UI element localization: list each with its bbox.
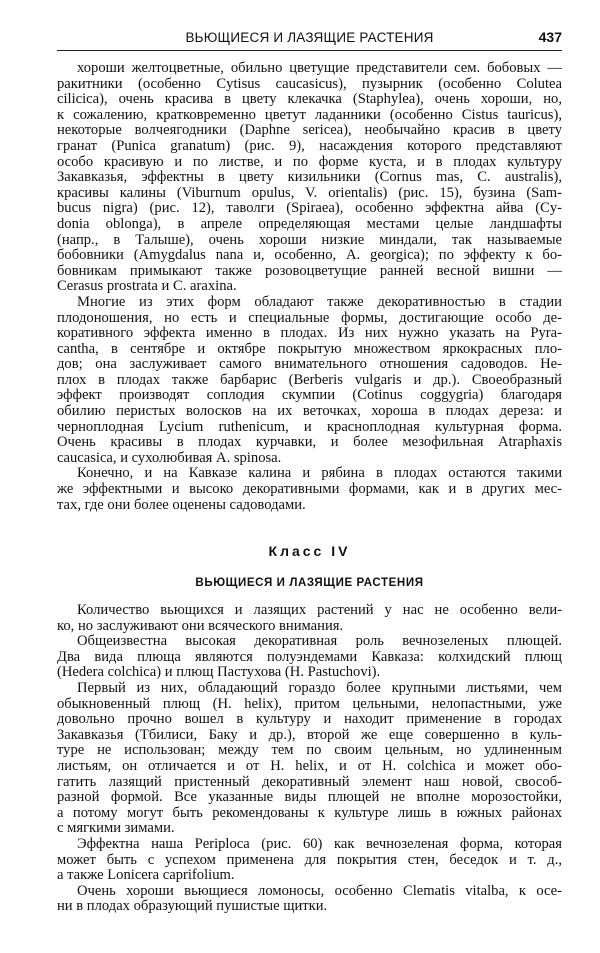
text-line: cilicica), очень красива в цвету клекачка (Staphylea), очень хороши, но,: [57, 91, 562, 108]
header-rule: [57, 50, 562, 51]
paragraph: [57, 295, 562, 467]
text-line: хороши желтоцветные, обильно цветущие представители сем. бобовых —: [77, 60, 562, 76]
text-line: с мягкими зимами.: [57, 820, 175, 837]
text-line: Закавказья, эффектны в цвету кизильники (Cornus mas, C. australis),: [57, 169, 562, 186]
page-number: 437: [538, 29, 562, 45]
text-line: Первый из них, обладающий гораздо более крупными листьями, чем: [77, 679, 562, 696]
text-line: бовникам примыкают также розовоцветущие ранней весной вишни —: [57, 262, 562, 279]
text-line: красивы калины (Viburnum opulus, V. orientalis) (рис. 15), бузина (Sam-: [57, 184, 562, 201]
text-line: к сожалению, кратковременно цветут ладанники (особенно Cistus tauricus),: [57, 106, 562, 123]
text-line: Два вида плюща являются полуэндемами Кавказа: колхидский плющ: [57, 648, 562, 665]
text-line: cantha, в сентябре и октябре покрытую множеством яркокрасных пло-: [57, 340, 562, 357]
text-line: плодоношения, но есть и специальные формы, достигающие особо де-: [57, 309, 562, 326]
text-line: Очень хороши вьющиеся ломоносы, особенно Clematis vitalba, к осе-: [77, 882, 562, 899]
text-line: разной формой. Все указанные виды плющей не вполне морозостойки,: [57, 789, 562, 806]
page-header: [57, 28, 562, 48]
text-line: Конечно, и на Кавказе калина и рябина в плодах остаются такими: [77, 465, 562, 482]
class-title: Класс IV: [268, 543, 351, 559]
text-line: ни в плодах образующий пушистые щитки.: [57, 898, 328, 915]
text-line: коративного эффекта именно в плодах. Из них нужно указать на Pyra-: [57, 325, 562, 342]
text-line: тах, где они более оценены садоводами.: [57, 496, 306, 513]
text-line: черноплодная Lycium ruthenicum, и краснoплодная культурная форма.: [57, 418, 562, 435]
text-line: гранат (Punica granatum) (рис. 9), насаждения которого представляют: [57, 137, 562, 154]
text-line: Очень красивы в плодах курчавки, и более мезофильная Atraphaxis: [57, 434, 562, 451]
text-line: эффект производят соплодия скумпии (Cotinus coggygria) благодаря: [57, 387, 562, 404]
text-line: Общеизвестна высокая декоративная роль вечнозеленых плющей.: [77, 633, 562, 650]
text-line: ко, но заслуживают они всяческого внимания.: [57, 617, 344, 634]
text-line: плох в плодах также барбарис (Berberis vulgaris и др.). Своеобразный: [57, 371, 562, 388]
text-line: обыкновенный плющ (H. helix), притом цельными, нелопастными, уже: [57, 695, 562, 712]
text-line: дов; она заслуживает самого внимательного отношения садоводов. Не-: [57, 356, 562, 373]
text-block-bottom: [57, 603, 562, 915]
text-line: гатить лазящий пристенный декоративный элемент наш новой, свособ-: [57, 773, 562, 790]
text-line: caucasica, и сухолюбивая A. spinosa.: [57, 449, 282, 466]
text-line: ракитники (особенно Cytisus caucasicus), пузырник (особенно Colutea: [57, 75, 562, 92]
text-line: Количество вьющихся и лазящих растений у нас не особенно вели-: [77, 602, 562, 618]
text-line: туре не использован; между тем по своим цельным, но удлиненным: [57, 742, 562, 759]
text-line: donia oblonga), в апреле определяющая местами целые ландшафты: [57, 215, 562, 232]
section-title: ВЬЮЩИЕСЯ И ЛАЗЯЩИЕ РАСТЕНИЯ: [195, 577, 424, 589]
text-line: может быть с успехом применена для покрытия стен, беседок и т. д.,: [57, 851, 562, 868]
text-line: а потому могут быть рекомендованы к культуре лишь в южных районах: [57, 804, 562, 821]
text-line: bucus nigra) (рис. 12), таволги (Spiraea), особенно эффектна айва (Cy-: [57, 200, 562, 217]
paragraph: [57, 634, 562, 681]
running-title: ВЬЮЩИЕСЯ И ЛАЗЯЩИЕ РАСТЕНИЯ: [185, 30, 434, 45]
paragraph: [57, 466, 562, 513]
text-line: Многие из этих форм обладают также декоративностью в стадии: [77, 293, 562, 310]
paragraph: [57, 837, 562, 884]
text-line: Закавказья (Тбилиси, Баку и др.), второй же еще совершенно в куль-: [57, 726, 562, 743]
paragraph: [57, 681, 562, 837]
text-line: а также Lonicera caprifolium.: [57, 867, 235, 884]
text-line: бобовники (Amygdalus nana и, особенно, A. georgica); по эффекту к бо-: [57, 247, 562, 264]
text-line: Эффектна наша Periploca (рис. 60) как вечнозеленая форма, которая: [77, 835, 562, 852]
text-line: довольно прочно вошел в культуру и находит применение в городах: [57, 711, 562, 728]
paragraph: [57, 884, 562, 915]
text-line: (Hedera colchica) и плющ Пастухова (H. Pastuchovi).: [57, 664, 381, 681]
text-line: листьям, он отличается и от H. helix, и от H. colchica и может обо-: [57, 757, 562, 774]
paragraph: [57, 603, 562, 634]
text-block-top: [57, 61, 562, 513]
text-line: (напр., в Талыше), очень хороши низкие миндали, так называемые: [57, 231, 562, 248]
paragraph: [57, 61, 562, 295]
text-line: некоторые волчеягодники (Daphne sericea), необычайно красив в цвету: [57, 122, 562, 139]
text-line: обилию перистых волосков на их веточках, хороша в плодах дереза: и: [57, 403, 562, 420]
text-line: Cerasus prostrata и C. araxina.: [57, 278, 237, 295]
text-line: же эффектными и высоко декоративными формами, как и в других мес-: [57, 481, 562, 498]
text-line: особо красивую и по листве, и по форме куста, и в плодах культуру: [57, 153, 562, 170]
